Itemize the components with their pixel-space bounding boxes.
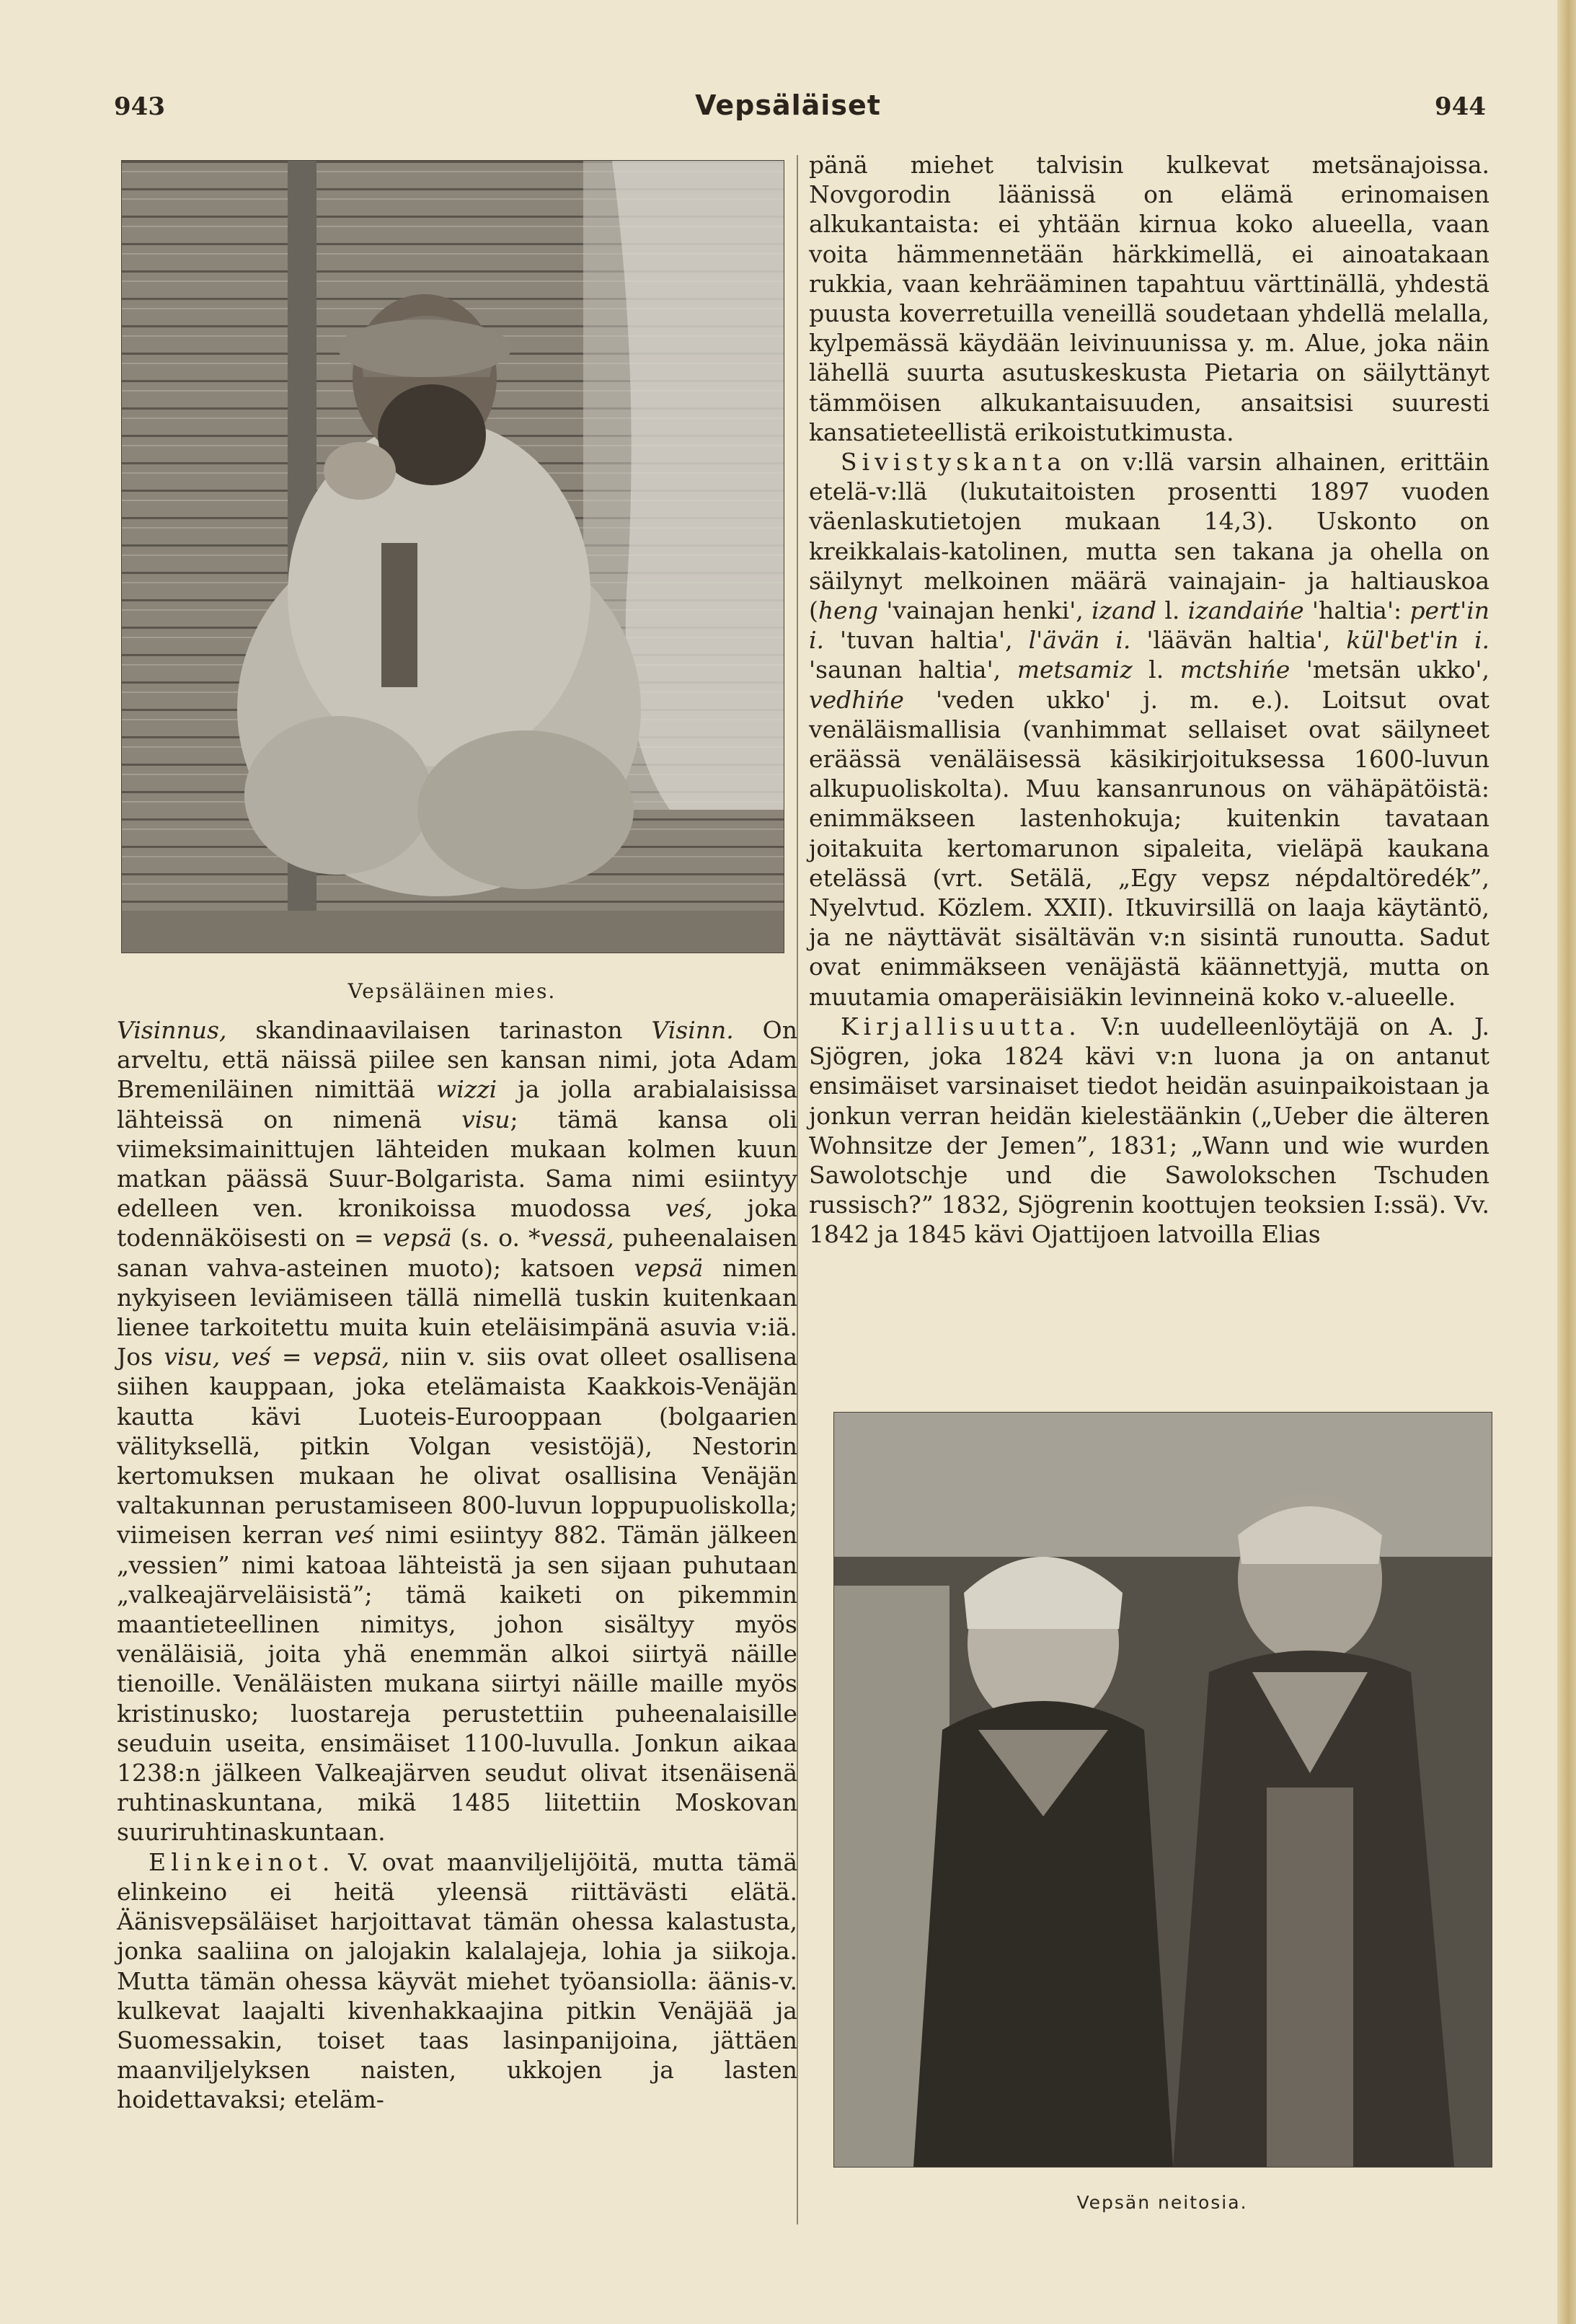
right-column-text (809, 150, 1489, 1250)
left-column-text (117, 1015, 797, 2115)
right-page-number: 944 (1435, 92, 1486, 121)
paragraph-sivistyskanta: Sivistyskanta on v:llä varsin alhainen, erittäin etelä-v:llä (lukutaitoisten prosentti 1897 vuoden väenlaskutietojen mukaan 14,3). Uskonto on kreikkalais-katolinen, mutta sen takana ja ohella on säilynyt melkoinen määrä vainajain- ja haltiauskoa (heng 'vainajan henki', izand l. izandaińe 'haltia': pert'in i. 'tuvan haltia', l'ävän i. 'läävän haltia', kül'bet'in i. 'saunan haltia', metsamiz l. mctshińe 'metsän ukko', vedhińe 'veden ukko' j. m. e.). Loitsut ovat venäläismallisia (vanhimmat sellaiset ovat säilyneet eräässä venäläisessä käsikirjoituksessa 1600-luvun alkupuoliskolta). Muu kansanrunous on vähäpätöistä: enimmäkseen lastenhokuja; kuitenkin tavataan joitakuita kertomarunon sipaleita, vieläpä kaukana etelässä (vrt. Setälä, „Egy vepsz népdaltöredék”, Nyelvtud. Közlem. XXII). Itkuvirsillä on laaja käytäntö, ja ne näyttävät sisältävän v:n sisintä runoutta. Sadut ovat enimmäkseen venäjästä käännettyjä, mutta on muutamia omaperäisiäkin levinneinä koko v.-alueelle. (809, 448, 1490, 1011)
caption-photo-man: Vepsäläinen mies. (347, 979, 557, 1003)
paragraph-continuation: pänä miehet talvisin kulkevat metsänajoissa. Novgorodin läänissä on elämä erinomaisen alkukantaista: ei yhtään kirnua koko alueella, vaan voita hämmennetään härkkimellä, ei ainoatakaan rukkia, vaan kehrääminen tapahtuu värttinällä, yhdestä puusta koverretuilla veneillä soudetaan yhdellä melalla, kylpemässä käydään leivinuunissa y. m. Alue, joka näin lähellä suurta asutuskeskusta Pietaria on säilyttänyt tämmöisen alkukantaisuuden, ansaitsisi suuresti kansatieteellistä erikoistutkimusta. (809, 151, 1489, 446)
caption-photo-girls: Vepsän neitosia. (1076, 2192, 1248, 2213)
page-edge (1557, 0, 1576, 2324)
photo-vepsian-girls (833, 1412, 1492, 2168)
running-title: Vepsäläiset (695, 89, 881, 121)
photo-vepsian-man (121, 160, 784, 953)
paragraph-visinnus: Visinnus, skandinaavilaisen tarinaston Visinn. On arveltu, että näissä piilee sen kansan nimi, jota Adam Bremeniläinen nimittää wizzi ja jolla arabialaisissa lähteissä on nimenä visu; tämä kansa oli viimeksimainittujen lähteiden mukaan kolmen kuun matkan päässä Suur-Bolgarista. Sama nimi esiintyy edelleen ven. kronikoissa muodossa veś, joka todennäköisesti on = vepsä (s. o. *vessä, puheenalaisen sanan vahva-asteinen muoto); katsoen vepsä nimen nykyiseen leviämiseen tällä nimellä tuskin kuitenkaan lienee tarkoitettu muita kuin eteläisimpänä asuvia v:iä. Jos visu, veś = vepsä, niin v. siis ovat olleet osallisena siihen kauppaan, joka etelämaista Kaakkois-Venäjän kautta kävi Luoteis-Eurooppaan (bolgaarien välityksellä, pitkin Volgan vesistöjä), Nestorin kertomuksen mukaan he olivat osallisina Venäjän valtakunnan perustamiseen 800-luvun loppupuoliskolla; viimeisen kerran veś nimi esiintyy 882. Tämän jälkeen „vessien” nimi katoaa lähteistä ja sen sijaan puhutaan „valkeajärveläisistä”; tämä kaiketi on pikemmin maantieteellinen nimitys, johon sisältyy myös venäläisiä, joita yhä enemmän alkoi siirtyä näille tienoille. Venäläisten mukana siirtyi näille maille myös kristinusko; luostareja perustettiin puheenalaisille seuduin useita, ensimäiset 1100-luvulla. Jonkun aikaa 1238:n jälkeen Valkeajärven seudut olivat itsenäisenä ruhtinaskuntana, mikä 1485 liitettiin Moskovan suuriruhtinaskuntaan. (117, 1016, 798, 1847)
left-page-number: 943 (114, 92, 165, 121)
paragraph-kirjallisuutta: Kirjallisuutta. V:n uudelleenlöytäjä on A. J. Sjögren, joka 1824 kävi v:n luona ja on antanut ensimäiset varsinaiset tiedot heidän asuinpaikoistaan ja jonkun verran heidän kielestäänkin („Ueber die älteren Wohnsitze der Jemen”, 1831; „Wann und wie wurden Sawolotschje und die Sawolokschen Tschuden russisch?” 1832, Sjögrenin koottujen teoksien I:ssä). Vv. 1842 ja 1845 kävi Ojattijoen latvoilla Elias (809, 1012, 1489, 1249)
man-photo-illustration (122, 161, 784, 953)
girls-photo-illustration (834, 1413, 1492, 2167)
paragraph-elinkeinot: Elinkeinot. V. ovat maanviljelijöitä, mutta tämä elinkeino ei heitä yleensä riittävästi elätä. Äänisvepsäläiset harjoittavat tämän ohessa kalastusta, jonka saaliina on jalojakin kalalajeja, lohia ja siikoja. Mutta tämän ohessa käyvät miehet työansiolla: äänis-v. kulkevat laajalti kivenhakkaajina pitkin Venäjää ja Suomessakin, toiset taas lasinpanijoina, jättäen maanviljelyksen naisten, ukkojen ja lasten hoidettavaksi; eteläm- (117, 1847, 797, 2114)
